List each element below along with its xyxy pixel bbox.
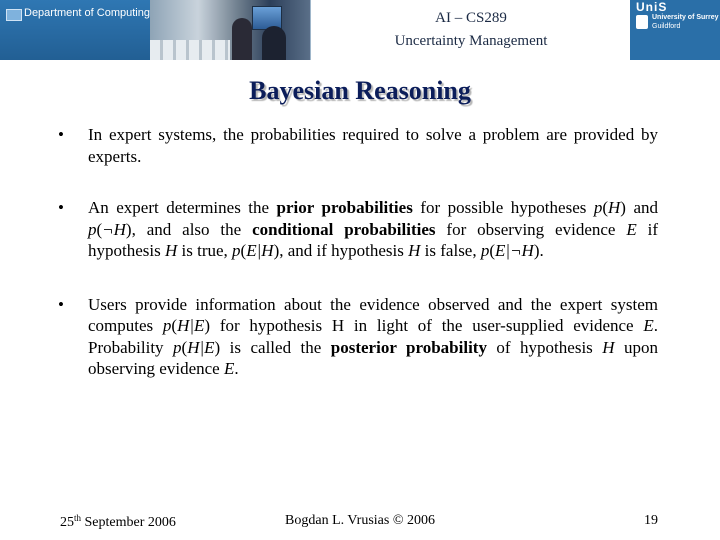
math-paren: ) bbox=[273, 241, 280, 260]
bullet-text: is false, bbox=[420, 241, 481, 260]
university-crest-icon bbox=[636, 15, 648, 29]
math-paren: ( bbox=[240, 241, 247, 260]
math-p: p bbox=[173, 337, 182, 357]
math-E-given-H: E|H bbox=[246, 241, 274, 260]
math-paren: ( bbox=[602, 198, 609, 217]
department-name: Department of Computing bbox=[24, 7, 150, 19]
university-name: University of Surrey bbox=[652, 14, 719, 21]
math-H-given-E: H|E bbox=[187, 337, 215, 357]
bullet-marker: • bbox=[58, 125, 64, 144]
math-p: p bbox=[232, 241, 241, 260]
math-E: E bbox=[643, 316, 654, 335]
course-title-box bbox=[310, 0, 632, 60]
math-paren: ( bbox=[96, 219, 103, 239]
bullet-text: is called the bbox=[220, 337, 331, 357]
department-logo-icon bbox=[6, 9, 22, 21]
math-H: H bbox=[164, 241, 178, 260]
bullet-text: . Probability bbox=[88, 316, 658, 357]
course-title: AI – CS289 bbox=[435, 10, 507, 26]
bullet-text: of hypothesis bbox=[486, 337, 603, 357]
bullet-item bbox=[58, 124, 658, 167]
math-p: p bbox=[162, 316, 172, 335]
math-paren: ( bbox=[489, 241, 496, 260]
university-logo bbox=[630, 0, 720, 60]
header-photo-person bbox=[232, 18, 252, 60]
university-location: Guildford bbox=[652, 23, 681, 30]
bullet-text: if hypothesis bbox=[88, 219, 659, 260]
math-H: H bbox=[608, 198, 621, 217]
header-photo-desk bbox=[150, 40, 230, 60]
math-paren: ) bbox=[125, 219, 132, 239]
bullet-text: An expert determines the bbox=[88, 198, 277, 217]
bullet-text: upon observing evidence bbox=[88, 337, 658, 378]
header-photo-person bbox=[262, 26, 286, 60]
slide-title: Bayesian Reasoning bbox=[249, 76, 471, 105]
footer-author: Bogdan L. Vrusias © 2006 bbox=[285, 513, 435, 528]
math-E: E bbox=[223, 359, 235, 378]
math-paren: ) bbox=[533, 241, 540, 260]
course-subtitle: Uncertainty Management bbox=[394, 33, 548, 49]
footer-date-suffix: th bbox=[74, 513, 82, 523]
math-p: p bbox=[480, 241, 490, 260]
bullet-list bbox=[58, 124, 658, 380]
term-conditional-probabilities: conditional probabilities bbox=[252, 219, 436, 239]
math-H: H bbox=[602, 337, 615, 357]
bullet-text: is true, bbox=[177, 241, 233, 260]
bullet-item bbox=[58, 197, 658, 262]
math-paren: ( bbox=[171, 316, 178, 335]
bullet-text: . bbox=[234, 359, 239, 378]
math-H-given-E: H|E bbox=[177, 316, 205, 335]
bullet-text: for hypothesis H in light of the user-supplied evidence bbox=[210, 316, 644, 335]
term-posterior-probability: posterior probability bbox=[330, 337, 487, 357]
bullet-text: and bbox=[625, 198, 658, 217]
department-bar bbox=[0, 0, 150, 60]
bullet-text: In expert systems, the probabilities required to solve a problem are provided by experts. bbox=[88, 125, 658, 166]
term-prior-probabilities: prior probabilities bbox=[276, 198, 413, 217]
bullet-text: for observing evidence bbox=[435, 219, 627, 239]
page-number: 19 bbox=[644, 513, 658, 528]
bullet-marker: • bbox=[58, 294, 64, 314]
math-E: E bbox=[626, 219, 637, 239]
math-H: H bbox=[408, 241, 421, 260]
bullet-item bbox=[58, 294, 658, 380]
math-p: p bbox=[88, 219, 97, 239]
math-E-given-not-H: E|¬H bbox=[495, 241, 534, 260]
math-not-H: ¬H bbox=[102, 219, 126, 239]
math-paren: ) bbox=[214, 337, 221, 357]
footer-date-day: 25 bbox=[60, 515, 74, 530]
math-paren: ( bbox=[181, 337, 188, 357]
math-paren: ) bbox=[204, 316, 211, 335]
bullet-text: Users provide information about the evidence observed and the expert system computes bbox=[88, 294, 658, 335]
bullet-marker: • bbox=[58, 198, 64, 217]
header-banner bbox=[0, 0, 720, 60]
bullet-text: , and also the bbox=[131, 219, 253, 239]
math-p: p bbox=[593, 198, 603, 217]
bullet-text: , and if hypothesis bbox=[279, 241, 409, 260]
bullet-text: for possible hypotheses bbox=[412, 198, 594, 217]
footer-date-rest: September 2006 bbox=[81, 515, 176, 530]
bullet-text: . bbox=[539, 241, 544, 260]
math-paren: ) bbox=[620, 198, 626, 217]
unis-logo-text: UniS bbox=[636, 0, 668, 14]
